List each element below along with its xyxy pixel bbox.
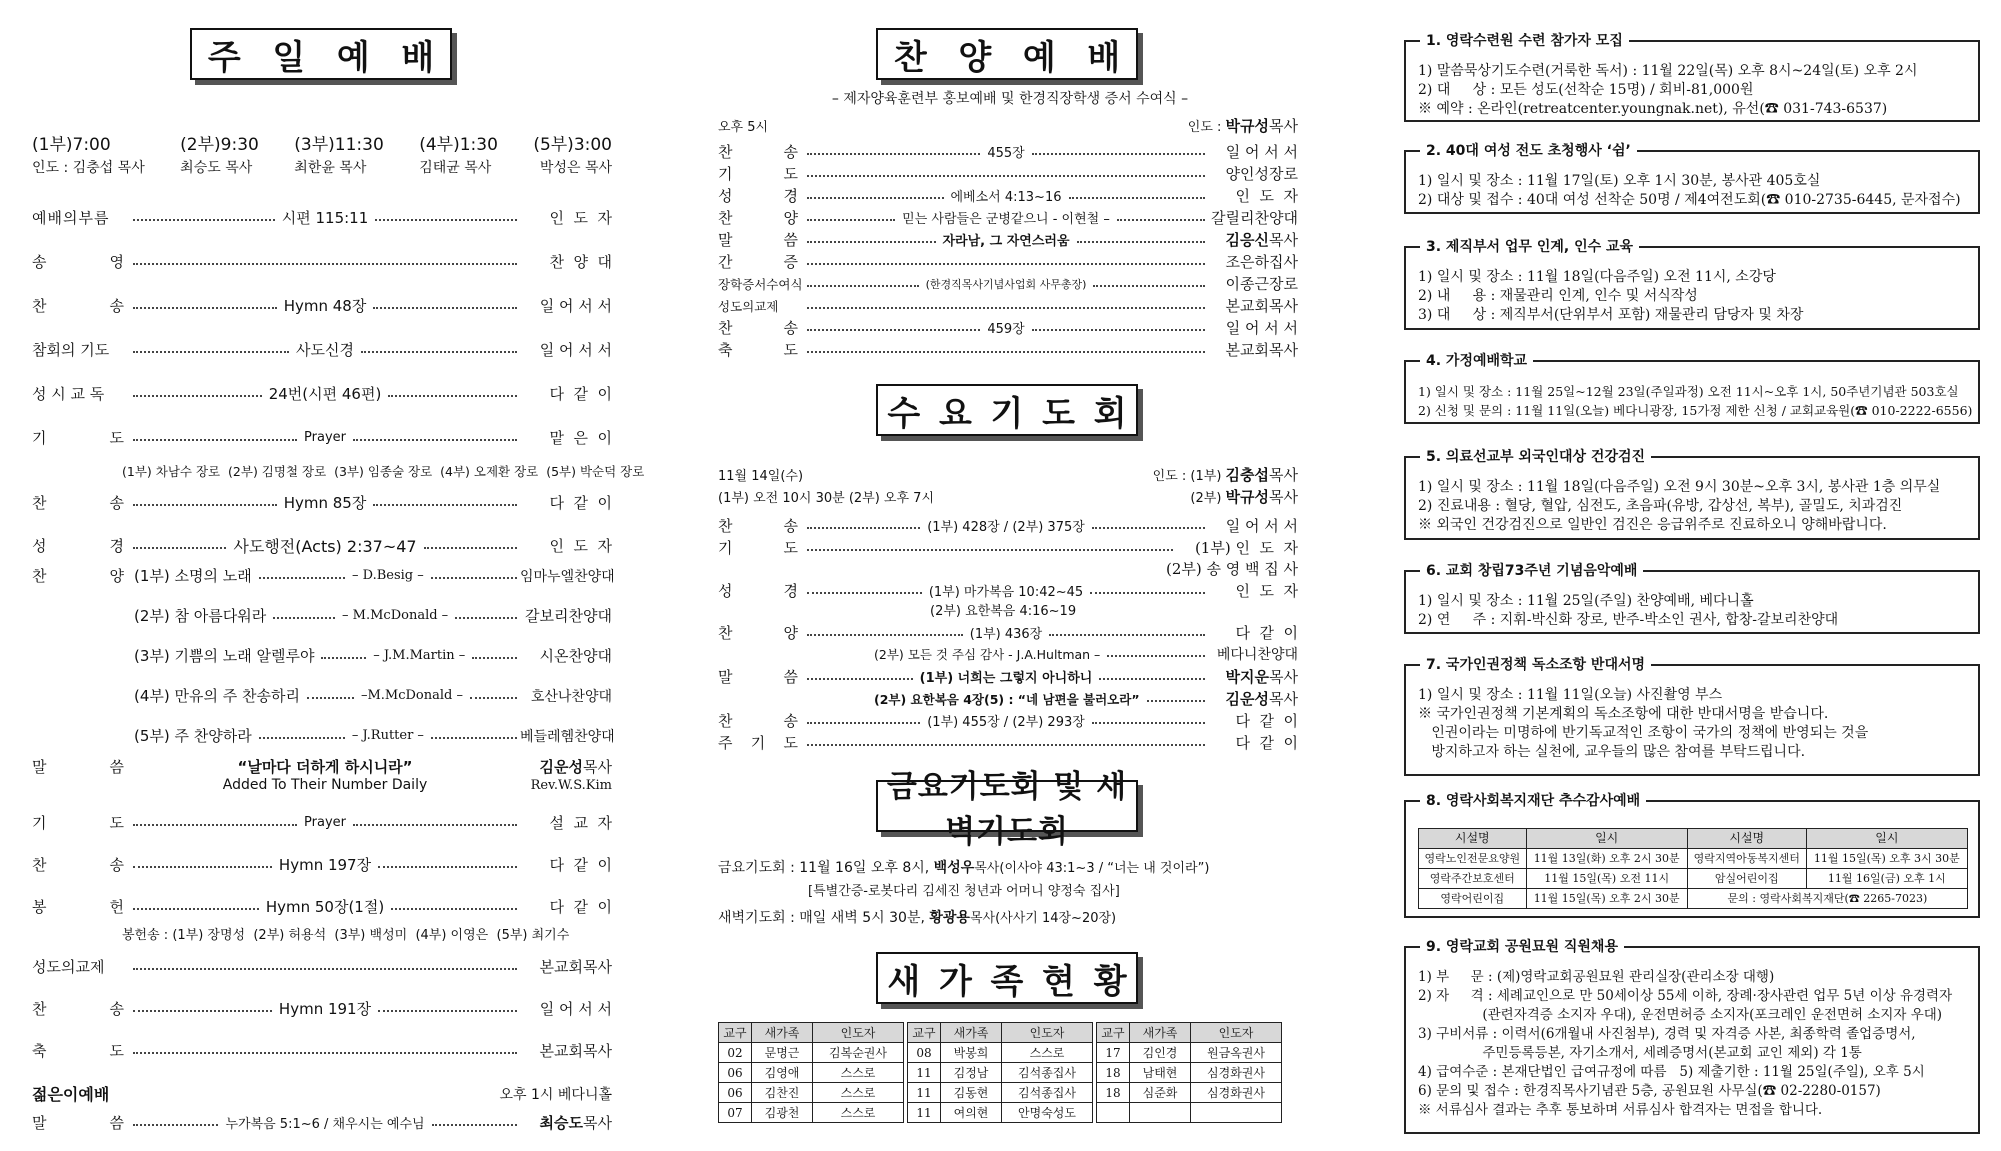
praise-order-row: 찬 양 믿는 사람들은 군병같으니 - 이현철 – 갈릴리찬양대 bbox=[718, 209, 1298, 227]
notice-line: 3) 대 상 : 제직부서(단위부서 포함) 재물관리 담당자 및 차장 bbox=[1418, 307, 1804, 323]
notice-line: 2) 신청 및 문의 : 11월 11일(오늘) 베다니광장, 15가정 제한 신청 / 교회교육원(☎ 010-2222-6556) bbox=[1418, 403, 1973, 418]
notice-box bbox=[1404, 563, 1980, 634]
notice-line: 2) 진료내용 : 혈당, 혈압, 심전도, 초음파(유방, 갑상선, 복부), 골밀도, 치과검진 bbox=[1418, 498, 1903, 514]
notice-line: 6) 문의 및 접수 : 한경직목사기념관 5층, 공원묘원 사무실(☎ 02-2280-0157) bbox=[1418, 1083, 1881, 1099]
anthem-row: (5부) 주 찬양하라 – J.Rutter – 베들레헴찬양대 bbox=[134, 727, 615, 745]
youth-title: 젊은이예배 bbox=[32, 1085, 110, 1104]
table-row: 영락주간보호센터 11월 15일(목) 오전 11시 암실어린이집 11월 16일(금) 오후 1시 bbox=[1419, 869, 1968, 889]
service-time-2: (2부)9:30 최승도 목사 bbox=[180, 135, 259, 176]
wed-sermon: 말 씀 (1부) 너희는 그렇지 아니하니 박지운목사 bbox=[718, 668, 1298, 686]
notice-line: (관련자격증 소지자 우대), 운전면허증 소지자(포크레인 운전면허 소지자 우대) bbox=[1418, 1007, 1943, 1023]
order-hymn-1: 찬 송 Hymn 48장 일 어 서 서 bbox=[32, 297, 612, 315]
wednesday-date: 11월 14일(수) 인도 : (1부) 김충섭목사 bbox=[718, 466, 1298, 484]
table-row: 11 김동현 김석종집사 bbox=[908, 1083, 1093, 1103]
order-song: 송 영 찬 양 대 bbox=[32, 253, 612, 271]
order-hymn-4: 찬 송 Hymn 191장 일 어 서 서 bbox=[32, 1000, 612, 1018]
anthem-row: (3부) 기쁨의 노래 알렐루야 – J.M.Martin – 시온찬양대 bbox=[134, 647, 612, 665]
table-row: 06 김찬진 스스로 bbox=[719, 1083, 904, 1103]
order-content: 시편 115:11 bbox=[281, 209, 369, 227]
order-prayer-2: 기 도 Prayer 설 교 자 bbox=[32, 814, 612, 832]
table-row: 17 김인경 원금옥권사 bbox=[1097, 1043, 1282, 1063]
title-char: 주 bbox=[207, 37, 241, 78]
notice-box bbox=[1404, 449, 1980, 540]
order-prayer: 기 도 Prayer 맡 은 이 bbox=[32, 429, 612, 447]
wed-hymn: 찬 송 (1부) 428장 / (2부) 375장 일 어 서 서 bbox=[718, 517, 1298, 535]
service-time-3: (3부)11:30 최한윤 목사 bbox=[294, 135, 384, 176]
wed-hymn-2: 찬 송 (1부) 455장 / (2부) 293장 다 같 이 bbox=[718, 712, 1298, 730]
newfamily-table: 교구 새가족 인도자 02 문명근 김복순권사 06 김영애 스스로 06 김찬진 스스로 07 김광천 스스로 bbox=[718, 1022, 904, 1123]
praise-title: 찬 양 예 배 bbox=[876, 28, 1138, 80]
notice-line: 주민등록등본, 자기소개서, 세례증명서(본교회 교인 제외) 각 1통 bbox=[1418, 1045, 1862, 1061]
notice-box bbox=[1404, 793, 1980, 918]
notice-line: 3) 구비서류 : 이력서(6개월내 사진첨부), 경력 및 자격증 사본, 최종학력 졸업증명서, bbox=[1418, 1026, 1916, 1042]
notice-title: 3. 제직부서 업무 인계, 인수 교육 bbox=[1420, 236, 1639, 256]
praise-order-row: 성 경 에베소서 4:13~16 인 도 자 bbox=[718, 187, 1298, 205]
notice-title: 6. 교회 창립73주년 기념음악예배 bbox=[1420, 560, 1643, 580]
table-row: 11 여의현 안명숙성도 bbox=[908, 1103, 1093, 1123]
notice-title: 9. 영락교회 공원묘원 직원채용 bbox=[1420, 936, 1624, 956]
order-offering: 봉 헌 Hymn 50장(1절) 다 같 이 bbox=[32, 898, 612, 916]
order-reading: 성 시 교 독 24번(시편 46편) 다 같 이 bbox=[32, 385, 612, 403]
wednesday-time: (1부) 오전 10시 30분 (2부) 오후 7시 (2부) 박규성목사 bbox=[718, 488, 1298, 506]
wed-scripture-2: (2부) 요한복음 4:16~19 bbox=[930, 604, 1077, 619]
praise-order-row: 장학증서수여식 (한경직목사기념사업회 사무총장) 이종근장로 bbox=[718, 275, 1298, 293]
wed-prayer-2: (2부) 송 영 백 집 사 bbox=[1165, 560, 1298, 578]
table-row: 07 김광천 스스로 bbox=[719, 1103, 904, 1123]
order-person: 인 도 자 bbox=[549, 209, 612, 227]
praise-order-row: 찬 송 459장 일 어 서 서 bbox=[718, 319, 1298, 337]
table-row: 11 김정남 김석종집사 bbox=[908, 1063, 1093, 1083]
friday-note: [특별간증-로봇다리 김세진 청년과 어머니 양정숙 집사] bbox=[808, 884, 1120, 899]
notice-line: 1) 일시 및 장소 : 11월 25일(주일) 찬양예배, 베다니홀 bbox=[1418, 593, 1754, 609]
praise-order-row: 간 증 조은하집사 bbox=[718, 253, 1298, 271]
notice-line: 2) 연 주 : 지휘-박신화 장로, 반주-박소인 권사, 합창-갈보리찬양대 bbox=[1418, 612, 1839, 628]
order-hymn-2: 찬 송 Hymn 85장 다 같 이 bbox=[32, 494, 612, 512]
order-sermon: 말 씀 “날마다 더하게 하시니라” 김운성목사 bbox=[32, 758, 612, 776]
title-char: 일 bbox=[272, 37, 306, 78]
notice-title: 2. 40대 여성 전도 초청행사 ‘쉼’ bbox=[1420, 140, 1637, 160]
notice-line: 4) 급여수준 : 본재단법인 급여규정에 따름 5) 제출기한 : 11월 25일(주일), 오후 5시 bbox=[1418, 1064, 1925, 1080]
order-benediction: 축 도 본교회목사 bbox=[32, 1042, 612, 1060]
table-row: 06 김영애 스스로 bbox=[719, 1063, 904, 1083]
table-row: 08 박봉희 스스로 bbox=[908, 1043, 1093, 1063]
wed-scripture: 성 경 (1부) 마가복음 10:42~45 인 도 자 bbox=[718, 582, 1298, 600]
notice-box bbox=[1404, 33, 1980, 122]
notice-title: 1. 영락수련원 수련 참가자 모집 bbox=[1420, 30, 1629, 50]
order-scripture: 성 경 사도행전(Acts) 2:37~47 인 도 자 bbox=[32, 537, 612, 556]
table-row: 영락노인전문요양원 11월 13일(화) 오후 2시 30분 영락지역아동복지센터 11월 15일(목) 오후 3시 30분 bbox=[1419, 849, 1968, 869]
sermon-english: Added To Their Number Daily Rev.W.S.Kim bbox=[222, 777, 612, 793]
youth-sermon: 말 씀 누가복음 5:1~6 / 채우시는 예수님 최승도목사 bbox=[32, 1114, 612, 1132]
wed-sermon-2: (2부) 요한복음 4장(5) : “네 남편을 불러오라” 김운성목사 bbox=[874, 690, 1298, 708]
notice-box bbox=[1404, 657, 1980, 776]
notice-title: 4. 가정예배학교 bbox=[1420, 350, 1533, 370]
wed-anthem-2: (2부) 모든 것 주심 감사 - J.A.Hultman – 베다니찬양대 bbox=[874, 647, 1298, 663]
youth-time: 오후 1시 베다니홀 bbox=[499, 1086, 612, 1103]
wed-lords-prayer: 주 기 도 다 같 이 bbox=[718, 734, 1298, 752]
wed-anthem: 찬 양 (1부) 436장 다 같 이 bbox=[718, 624, 1298, 642]
wednesday-title: 수 요 기 도 회 bbox=[876, 384, 1138, 436]
service-time-5: (5부)3:00 박성은 목사 bbox=[533, 135, 612, 176]
order-hymn-3: 찬 송 Hymn 197장 다 같 이 bbox=[32, 856, 612, 874]
notice-box bbox=[1404, 353, 1980, 424]
offering-singers: 봉헌송 : (1부) 장명성 (2부) 허용석 (3부) 백성미 (4부) 이영은 (5부) 최기수 bbox=[122, 928, 570, 943]
notice-line: ※ 외국인 건강검진으로 일반인 검진은 응급위주로 진료하오니 양해바랍니다. bbox=[1418, 517, 1887, 533]
notice-line: ※ 국가인권정책 기본계획의 독소조항에 대한 반대서명을 받습니다. bbox=[1418, 706, 1829, 722]
notice-line: 1) 부 문 : (제)영락교회공원묘원 관리실장(관리소장 대행) bbox=[1418, 969, 1775, 985]
youth-service-header bbox=[32, 1082, 612, 1105]
wed-prayer: 기 도 (1부) 인 도 자 bbox=[718, 539, 1298, 557]
service-times bbox=[32, 130, 612, 177]
praise-header: 오후 5시 인도 : 박규성목사 bbox=[718, 117, 1298, 135]
notice-line: ※ 서류심사 결과는 추후 통보하며 서류심사 합격자는 면접을 합니다. bbox=[1418, 1102, 1823, 1118]
notice-line: 1) 일시 및 장소 : 11월 18일(다음주일) 오전 11시, 소강당 bbox=[1418, 269, 1776, 285]
notice-line: 1) 말씀묵상기도수련(거룩한 독서) : 11월 22일(목) 오후 8시~24일(토) 오후 2시 bbox=[1418, 63, 1918, 79]
title-char: 배 bbox=[401, 37, 435, 78]
order-fellowship: 성도의교제 본교회목사 bbox=[32, 958, 612, 976]
notice-line: 2) 내 용 : 재물관리 인계, 인수 및 서식작성 bbox=[1418, 288, 1698, 304]
notice-line: 1) 일시 및 장소 : 11월 25일~12월 23일(주일과정) 오전 11시~오후 1시, 50주년기념관 503호실 bbox=[1418, 384, 1959, 399]
table-row: 영락어린이집 11월 15일(목) 오후 2시 30분 문의 : 영락사회복지재단(☎ 2265-7023) bbox=[1419, 889, 1968, 909]
notice-line: 1) 일시 및 장소 : 11월 17일(토) 오후 1시 30분, 봉사관 405호실 bbox=[1418, 173, 1821, 189]
newfamily-table: 교구 새가족 인도자 17 김인경 원금옥권사 18 남태현 심경화권사 18 심준화 심경화권사 bbox=[1096, 1022, 1282, 1123]
notice-line: 인권이라는 미명하에 반기독교적인 조항이 국가의 정책에 반영되는 것을 bbox=[1418, 725, 1869, 741]
order-person: 찬 양 대 bbox=[549, 253, 612, 271]
newfamily-table: 교구 새가족 인도자 08 박봉희 스스로 11 김정남 김석종집사 11 김동현 김석종집사 11 여의현 안명숙성도 bbox=[907, 1022, 1093, 1123]
friday-prayer: 금요기도회 : 11월 16일 오후 8시, 백성우목사(이사야 43:1~3 / “너는 내 것이라”) bbox=[718, 860, 1210, 876]
notice-box bbox=[1404, 239, 1980, 330]
notice-line: 2) 대상 및 접수 : 40대 여성 선착순 50명 / 제4여전도회(☎ 010-2735-6445, 문자접수) bbox=[1418, 192, 1961, 208]
notice-line: 1) 일시 및 장소 : 11월 18일(다음주일) 오전 9시 30분~오후 3시, 봉사관 1층 의무실 bbox=[1418, 479, 1941, 495]
friday-title: 금요기도회 및 새벽기도회 bbox=[876, 780, 1138, 832]
prayer-elders: (1부) 차남수 장로 (2부) 김명철 장로 (3부) 임종술 장로 (4부) 오제환 장로 (5부) 박순덕 장로 bbox=[122, 464, 645, 479]
notice-box bbox=[1404, 939, 1980, 1134]
notice-line: 1) 일시 및 장소 : 11월 11일(오늘) 사진촬영 부스 bbox=[1418, 687, 1723, 703]
order-label: 예배의부름 bbox=[32, 209, 110, 227]
notice-title: 7. 국가인권정책 독소조항 반대서명 bbox=[1420, 654, 1651, 674]
newfamily-title: 새 가 족 현 황 bbox=[876, 952, 1138, 1004]
dawn-prayer: 새벽기도회 : 매일 새벽 5시 30분, 황광용목사(사사기 14장~20장) bbox=[718, 910, 1117, 926]
title-char: 예 bbox=[336, 37, 370, 78]
table-row: 02 문명근 김복순권사 bbox=[719, 1043, 904, 1063]
notice-line: 2) 자 격 : 세례교인으로 만 50세이상 55세 이하, 장례·장사관련 업무 5년 이상 유경력자 bbox=[1418, 988, 1953, 1004]
praise-order-row: 기 도 양인성장로 bbox=[718, 165, 1298, 183]
notice-title: 8. 영락사회복지재단 추수감사예배 bbox=[1420, 790, 1646, 810]
praise-order-row: 말 씀 자라남, 그 자연스러움 김응신목사 bbox=[718, 231, 1298, 249]
table-row bbox=[1097, 1103, 1282, 1123]
order-anthem: 찬 양 (1부) 소명의 노래 – D.Besig – 임마누엘찬양대 bbox=[32, 567, 615, 585]
praise-order-row: 축 도 본교회목사 bbox=[718, 341, 1298, 359]
notice-title: 5. 의료선교부 외국인대상 건강검진 bbox=[1420, 446, 1651, 466]
table-row: 18 심준화 심경화권사 bbox=[1097, 1083, 1282, 1103]
order-call bbox=[32, 207, 612, 228]
notice-box bbox=[1404, 143, 1980, 214]
table-row: 18 남태현 심경화권사 bbox=[1097, 1063, 1282, 1083]
anthem-row: (4부) 만유의 주 찬송하리 –M.McDonald – 호산나찬양대 bbox=[134, 687, 612, 705]
order-confession: 참회의 기도 사도신경 일 어 서 서 bbox=[32, 341, 612, 359]
newfamily-tables bbox=[718, 1022, 1282, 1123]
praise-order-row: 성도의교제 본교회목사 bbox=[718, 297, 1298, 315]
anthem-row: (2부) 참 아름다워라 – M.McDonald – 갈보리찬양대 bbox=[134, 607, 612, 625]
praise-order-row: 찬 송 455장 일 어 서 서 bbox=[718, 143, 1298, 161]
service-time-1: (1부)7:00 인도 : 김충섭 목사 bbox=[32, 135, 145, 176]
service-time-4: (4부)1:30 김태균 목사 bbox=[419, 135, 498, 176]
notice-line: 방지하고자 하는 실천에, 교우들의 많은 참여를 부탁드립니다. bbox=[1418, 744, 1806, 760]
notice-line: ※ 예약 : 온라인(retreatcenter.youngnak.net), 유선(☎ 031-743-6537) bbox=[1418, 101, 1888, 117]
notice-line: 2) 대 상 : 모든 성도(선착순 15명) / 회비-81,000원 bbox=[1418, 82, 1754, 98]
sunday-title bbox=[190, 28, 452, 80]
praise-subtitle: – 제자양육훈련부 홍보예배 및 한경직장학생 증서 수여식 – bbox=[831, 91, 1189, 107]
notice-table: 시설명 일시 시설명 일시 영락노인전문요양원 11월 13일(화) 오후 2시 30분 영락지역아동복지센터 11월 15일(목) 오후 3시 30분 영락주간보호센터 11월 15일(목) 오전 11시 암실어린이집 11월 16일(금) 오후 1시 영락어린이집 11월 15일(목) 오후 2시 30분 문의 : 영락사회복지재단(☎ 2265-7023) bbox=[1418, 828, 1968, 909]
